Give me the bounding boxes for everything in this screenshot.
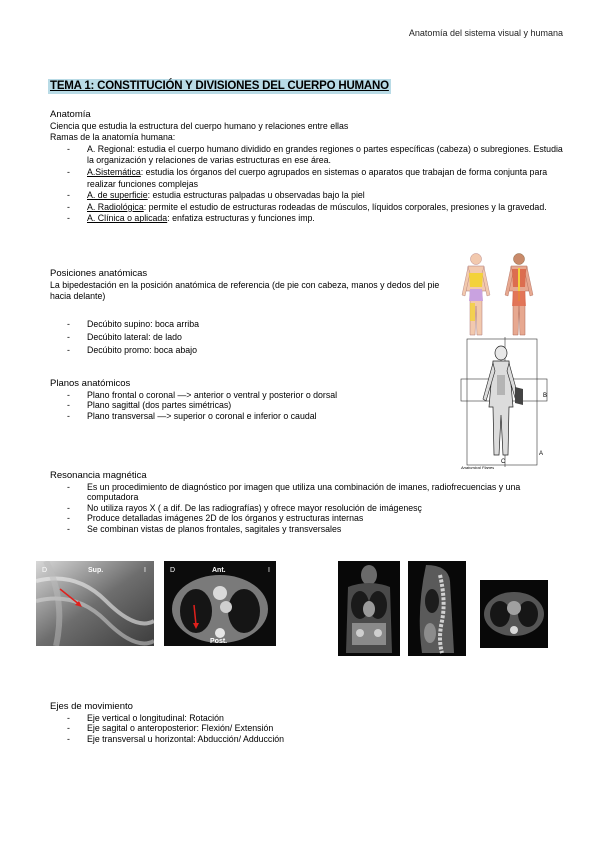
section-resonancia [50, 470, 570, 535]
plane-label-b: B [543, 393, 548, 399]
posiciones-list [50, 318, 440, 357]
xray-label-right: I [144, 567, 146, 574]
ct-illustration [164, 561, 276, 646]
list-item [50, 202, 570, 214]
resonancia-list [50, 482, 570, 535]
section-planos [50, 378, 450, 422]
list-item: - Es un procedimiento de diagnóstico por imagen que utiliza una combinación de imanes, radiofrecuencias y una computadora [50, 482, 570, 503]
list-item: - Decúbito promo: boca abajo [50, 344, 440, 357]
rama-text: : enfatiza estructuras y funciones imp. [167, 213, 315, 224]
mri-sagittal-image [408, 561, 466, 656]
mri-axial-illustration [480, 580, 548, 648]
planos-heading: Planos anatómicos [50, 378, 131, 389]
planes-illustration [457, 335, 552, 471]
ejes-heading: Ejes de movimiento [50, 701, 133, 712]
rama-term: A. Regional [87, 143, 133, 154]
ct-label-center: Ant. [212, 567, 226, 574]
list-item: - Plano transversal —> superior o coronal e inferior o caudal [50, 411, 450, 422]
list-item: - Eje sagital o anteroposterior: Flexión/ Extensión [50, 723, 450, 734]
rama-term: A. de superficie [87, 190, 148, 201]
ct-label-bottom: Post. [210, 638, 228, 645]
rama-text: : estudia los órganos del cuerpo agrupados en sistemas o aparatos que trabajan de forma conjunta para realizar funciones complejas [87, 166, 548, 189]
mri-axial-image [480, 580, 548, 648]
resonancia-heading: Resonancia magnética [50, 470, 147, 481]
list-item: - Decúbito lateral: de lado [50, 331, 440, 344]
list-item: - Plano sagittal (dos partes simétricas) [50, 400, 450, 411]
ejes-list [50, 713, 450, 745]
rama-text: : estudia estructuras palpadas u observadas bajo la piel [147, 190, 365, 201]
rama-term: A.Sistemática [87, 166, 141, 177]
xray-label-center: Sup. [88, 567, 104, 574]
list-item: - Eje transversal u horizontal: Abducción/ Adducción [50, 734, 450, 745]
section-anatomia [50, 109, 570, 225]
list-item [50, 190, 570, 202]
rama-term: A. Clínica o aplicada [87, 213, 168, 224]
plane-label-c: C [501, 459, 506, 465]
ct-label-right: I [268, 567, 270, 574]
list-item: - Produce detalladas imágenes 2D de los órganos y estructuras internas [50, 513, 570, 524]
plane-label-a: A [539, 451, 544, 457]
ramas-label: Ramas de la anatomía humana: [50, 132, 176, 143]
anatomia-heading: Anatomía [50, 109, 91, 120]
list-item [50, 167, 570, 190]
anatomical-planes-figure [457, 335, 552, 471]
chest-xray-image [36, 561, 154, 646]
mri-sagittal-illustration [408, 561, 466, 656]
list-item: - Se combinan vistas de planos frontales, sagitales y transversales [50, 524, 570, 535]
section-ejes [50, 701, 450, 745]
rama-term: A. Radiológica [87, 201, 144, 212]
posiciones-text: La bipedestación en la posición anatómica de referencia (de pie con cabeza, manos y dedos del pie hacia delante) [50, 279, 440, 302]
running-header: Anatomía del sistema visual y humana [408, 28, 563, 38]
planos-list [50, 390, 450, 422]
anatomical-position-figure [456, 251, 546, 337]
ct-label-left: D [170, 567, 176, 574]
posiciones-heading: Posiciones anatómicas [50, 268, 148, 279]
list-item: - No utiliza rayos X ( a dif. De las radiografías) y ofrece mayor resolución de imágenesç [50, 503, 570, 514]
xray-illustration [36, 561, 154, 646]
main-title: TEMA 1: CONSTITUCIÓN Y DIVISIONES DEL CUERPO HUMANO [50, 80, 389, 92]
list-item [50, 144, 570, 167]
rama-text: : estudia el cuerpo humano dividido en grandes regiones o partes específicas (cabeza) o subregiones. Estudia la organización y relaciones de varias estructuras en ese área. [87, 143, 563, 166]
list-item: - Decúbito supino: boca arriba [50, 318, 440, 331]
section-posiciones [50, 268, 440, 357]
planes-caption: Anatomical Planes [461, 465, 495, 470]
chest-ct-image [164, 561, 276, 646]
ramas-list [50, 144, 570, 225]
list-item [50, 213, 570, 225]
xray-label-left: D [42, 567, 48, 574]
body-illustration [456, 251, 546, 337]
anatomia-definition: Ciencia que estudia la estructura del cuerpo humano y relaciones entre ellas [50, 120, 349, 131]
mri-coronal-image [338, 561, 400, 656]
rama-text: : permite el estudio de estructuras rodeadas de músculos, líquidos corporales, presiones y la gravedad. [143, 201, 547, 212]
list-item: - Plano frontal o coronal —> anterior o ventral y posterior o dorsal [50, 390, 450, 401]
mri-coronal-illustration [338, 561, 400, 656]
list-item: - Eje vertical o longitudinal: Rotación [50, 713, 450, 724]
